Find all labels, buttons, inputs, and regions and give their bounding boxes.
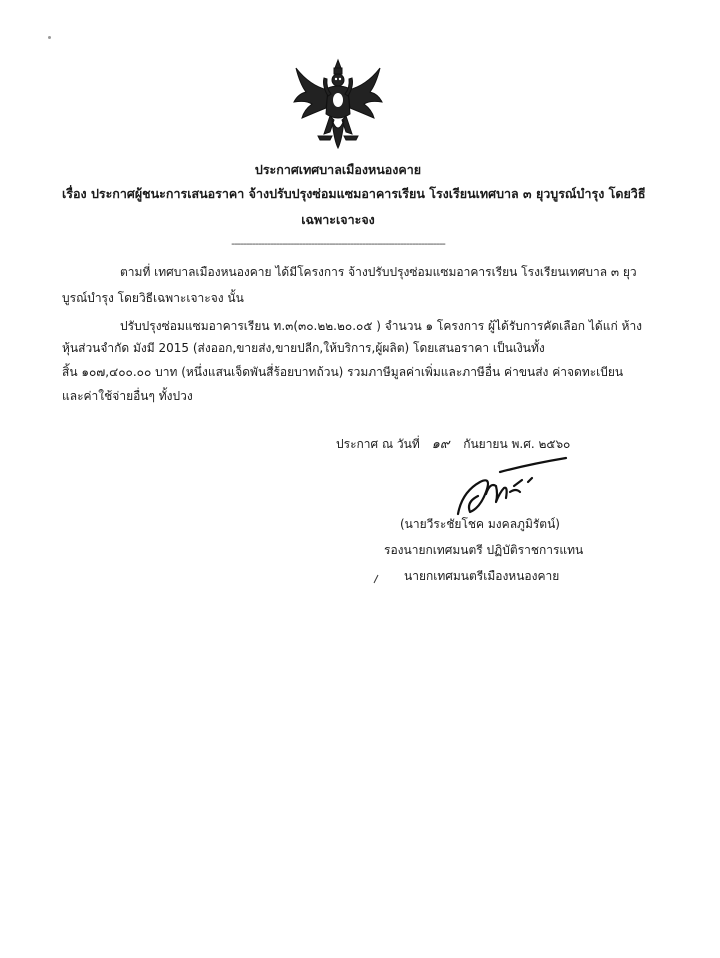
date-prefix: ประกาศ ณ วันที่ — [336, 437, 420, 451]
subject-line-2: เฉพาะเจาะจง — [301, 212, 375, 227]
date-month-year: กันยายน พ.ศ. ๒๕๖๐ — [463, 437, 571, 451]
paragraph-2-line-2: หุ้นส่วนจำกัด มังมี 2015 (ส่งออก,ขายส่ง,ขายปลีก,ให้บริการ,ผู้ผลิต) โดยเสนอราคา เป็นเงินทั้ง — [62, 341, 545, 355]
garuda-emblem-icon — [288, 56, 388, 156]
subject-line-1: เรื่อง ประกาศผู้ชนะการเสนอราคา จ้างปรับปรุงซ่อมแซมอาคารเรียน โรงเรียนเทศบาล ๓ ยุวบูรณ์บำรุง โดยวิธี — [62, 186, 646, 201]
handwritten-signature — [440, 452, 580, 522]
document-title: ประกาศเทศบาลเมืองหนองคาย — [254, 162, 422, 177]
paragraph-2-line-4: และค่าใช้จ่ายอื่นๆ ทั้งปวง — [62, 389, 193, 403]
announcement-date — [336, 436, 570, 453]
signatory-position-1: รองนายกเทศมนตรี ปฏิบัติราชการแทน — [384, 543, 584, 557]
scan-speck — [48, 36, 51, 39]
paragraph-2-line-3: สิ้น ๑๐๗,๔๐๐.๐๐ บาท (หนึ่งแสนเจ็ดพันสี่ร้อยบาทถ้วน) รวมภาษีมูลค่าเพิ่มและภาษีอื่น ค่าขนส่ง ค่าจดทะเบียน — [62, 365, 624, 379]
signatory-name: (นายวีระชัยโชค มงคลภูมิรัตน์) — [400, 517, 560, 531]
date-day: ๑๙ — [431, 437, 450, 452]
divider: ------------------------------------------------------------------------ — [231, 237, 445, 250]
paragraph-2-line-1: ปรับปรุงซ่อมแซมอาคารเรียน ท.๓(๓๐.๒๒.๒๐.๐๕ ) จำนวน ๑ โครงการ ผู้ได้รับการคัดเลือก ได้แก่ ห้าง — [120, 319, 643, 333]
paragraph-1-line-2: บูรณ์บำรุง โดยวิธีเฉพาะเจาะจง นั้น — [62, 291, 244, 305]
paragraph-1-line-1: ตามที่ เทศบาลเมืองหนองคาย ได้มีโครงการ จ้างปรับปรุงซ่อมแซมอาคารเรียน โรงเรียนเทศบาล ๓ ยุว — [120, 265, 637, 279]
pen-mark — [372, 574, 380, 584]
signatory-position-2: นายกเทศมนตรีเมืองหนองคาย — [404, 569, 560, 583]
